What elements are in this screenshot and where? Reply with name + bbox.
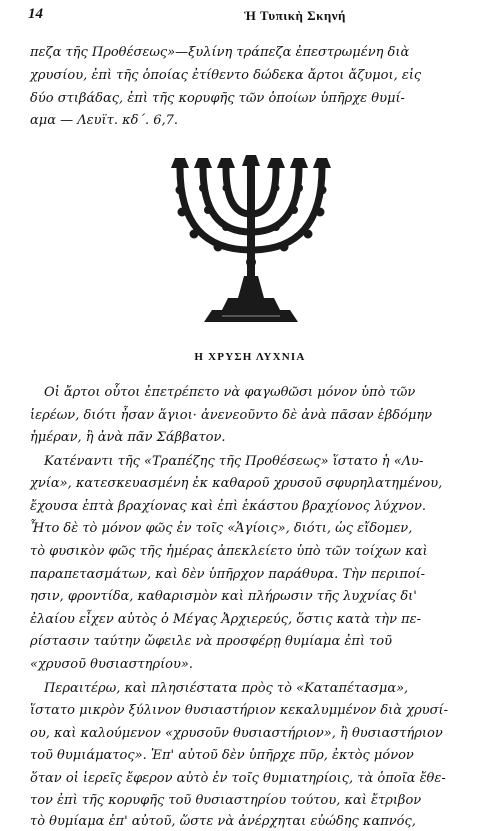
text-line: παραπετασμάτων, καὶ δὲν ὑπῆρχον παράθυρα. Τὴν περιποί- xyxy=(30,567,426,582)
menorah-illustration xyxy=(168,150,334,325)
running-title: Ἡ Τυπικὴ Σκηνή xyxy=(244,8,346,23)
text-line: Οἱ ἄρτοι οὗτοι ἐπετρέπετο νὰ φαγωθῶσι μόνον ὑπὸ τῶν xyxy=(44,385,416,400)
text-line: ρίστασιν ταύτην ὤφειλε νὰ προσφέρῃ θυμίαμα ἐπὶ τοῦ xyxy=(30,634,393,649)
text-line: ἔχουσα ἑπτὰ βραχίονας καὶ ἐπὶ ἑκάστου βραχίονος λύχνον. xyxy=(30,499,426,514)
text-line: αμα — Λευϊτ. κδ΄. 6,7. xyxy=(30,113,179,128)
text-line: ἵστατο μικρὸν ξύλινον θυσιαστήριον κεκαλυμμένον διὰ χρυσί- xyxy=(30,703,448,718)
text-line: πεζα τῆς Προθέσεως»—ξυλίνη τράπεζα ἐπεστρωμένη διὰ xyxy=(30,45,410,60)
text-line: «χρυσοῦ θυσιαστηρίου». xyxy=(30,657,194,672)
text-line: ησιν, φροντίδα, καθαρισμὸν καὶ πλήρωσιν τῆς λυχνίας δι' xyxy=(30,589,417,604)
text-line: Κατέναντι τῆς «Τραπέζης τῆς Προθέσεως» ἵστατο ἡ «Λυ- xyxy=(44,454,424,469)
text-line: χρυσίου, ἐπὶ τῆς ὁποίας ἐτίθεντο δώδεκα ἄρτοι ἄζυμοι, εἰς xyxy=(30,68,422,83)
text-line: Ἦτο δὲ τὸ μόνον φῶς ἐν τοῖς «Ἁγίοις», διότι, ὡς εἴδομεν, xyxy=(30,521,413,536)
text-line: Περαιτέρω, καὶ πλησιέστατα πρὸς τὸ «Καταπέτασμα», xyxy=(44,681,409,696)
text-line: ου, καὶ καλούμενον «χρυσοῦν θυσιαστήριον», ἢ θυσιαστήριον xyxy=(30,726,443,741)
page-number: 14 xyxy=(28,6,43,22)
text-line: χνία», κατεσκευασμένη ἐκ καθαροῦ χρυσοῦ σφυρηλατημένου, xyxy=(30,476,443,491)
text-line: τοῦ θυμιάματος». Ἐπ' αὐτοῦ δὲν ὑπῆρχε πῦρ, ἐκτὸς μόνον xyxy=(30,748,414,763)
text-line: τὸ θυμίαμα ἐπ' αὐτοῦ, ὥστε νὰ ἀνέρχηται εὐώδης καπνός, xyxy=(30,814,416,829)
text-line: ὅταν οἱ ἱερεῖς ἔφερον αὐτὸ ἐν τοῖς θυμιατηρίοις, τὰ ὁποῖα ἔθε- xyxy=(30,771,446,786)
text-line: τὸ φυσικὸν φῶς τῆς ἡμέρας ἀπεκλείετο ὑπὸ τῶν τοίχων καὶ xyxy=(30,544,428,559)
text-line: ἐλαίου εἶχεν αὐτὸς ὁ Μέγας Ἀρχιερεύς, ὅστις κατὰ τὴν πε- xyxy=(30,612,422,627)
figure-caption: Η ΧΡΥΣΗ ΛΥΧΝΙΑ xyxy=(194,351,306,363)
text-line: ἡμέραν, ἢ ἀνὰ πᾶν Σάββατον. xyxy=(30,430,226,445)
text-line: ἱερέων, διότι ἦσαν ἅγιοι· ἀνενεοῦντο δὲ ἀνὰ πᾶσαν ἑβδόμην xyxy=(30,408,433,423)
text-line: δύο στιβάδας, ἐπὶ τῆς κορυφῆς τῶν ὁποίων ὑπῆρχε θυμί- xyxy=(30,91,405,106)
text-line: τον ἐπὶ τῆς κορυφῆς τοῦ θυσιαστηρίου τούτου, καὶ ἔτριβον xyxy=(30,793,422,808)
